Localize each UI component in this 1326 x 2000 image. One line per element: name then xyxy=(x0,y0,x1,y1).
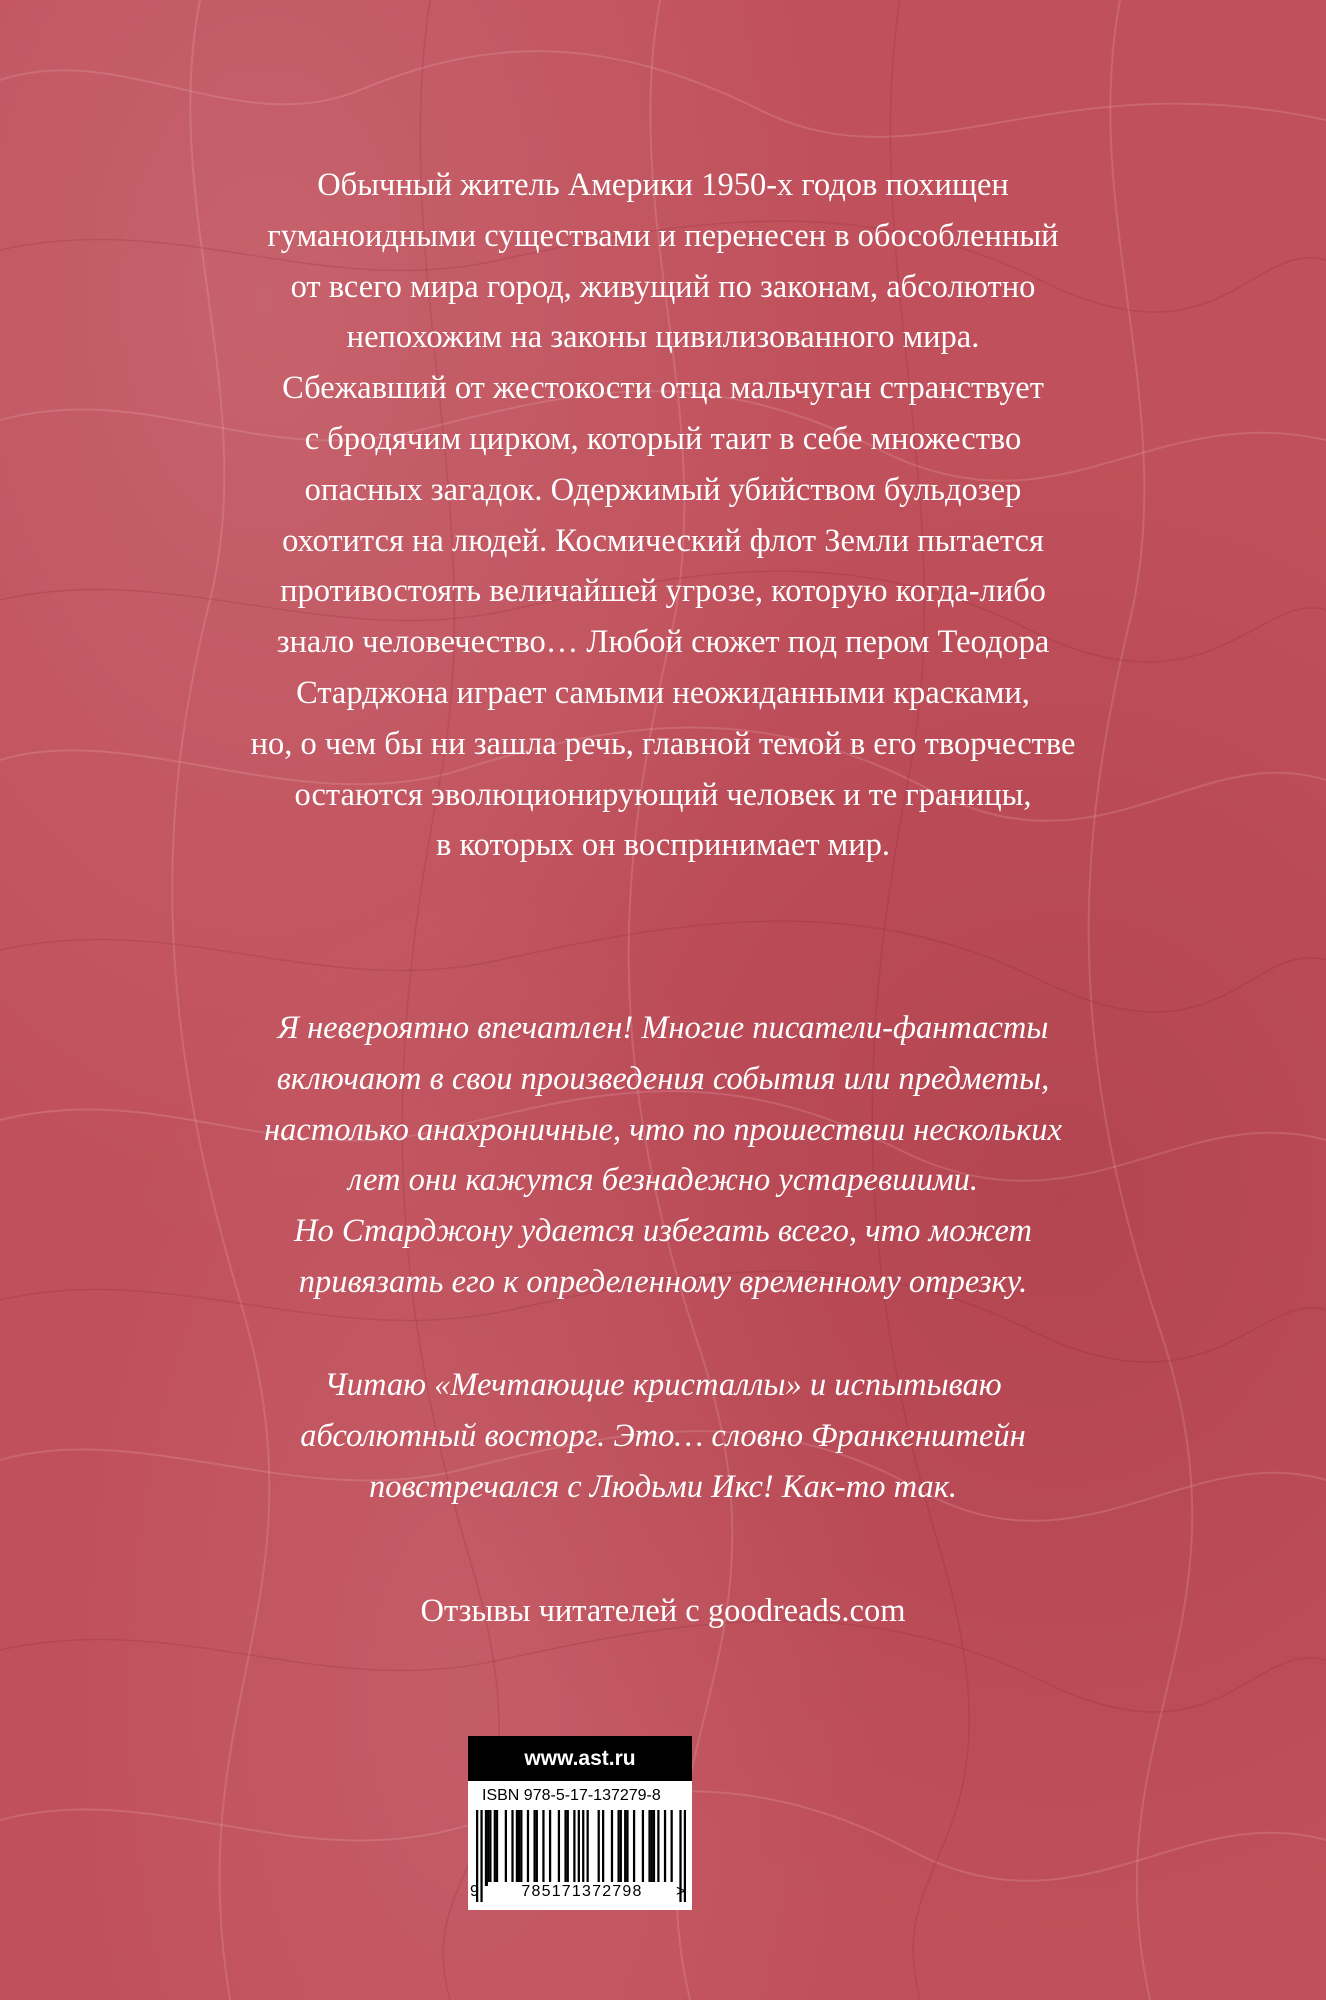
barcode-bar xyxy=(494,1810,496,1886)
barcode-bar xyxy=(536,1810,538,1886)
barcode-bar xyxy=(485,1810,487,1886)
review-line: привязать его к определенному временному отрезку. xyxy=(298,1263,1028,1300)
barcode-bar xyxy=(542,1810,544,1886)
reader-review-1 xyxy=(100,1003,1226,1308)
barcode-bar xyxy=(558,1810,560,1886)
description-line: Сбежавший от жестокости отца мальчуган странствует xyxy=(282,370,1044,407)
barcode-bar xyxy=(617,1810,619,1886)
description-line: в которых он воспринимает мир. xyxy=(436,827,890,864)
publisher-website: www.ast.ru xyxy=(468,1736,692,1781)
barcode-bar xyxy=(664,1810,666,1886)
barcode-end-mark: > xyxy=(676,1883,686,1900)
book-description xyxy=(100,160,1226,871)
description-line: гуманоидными существами и перенесен в обособленный xyxy=(267,217,1059,254)
description-line: Обычный житель Америки 1950-х годов похищен xyxy=(317,167,1009,203)
barcode-bar xyxy=(651,1810,653,1886)
barcode-bar xyxy=(671,1810,673,1886)
isbn-barcode-panel xyxy=(468,1736,692,1910)
isbn-number: ISBN 978-5-17-137279-8 xyxy=(482,1787,661,1804)
barcode-bar xyxy=(587,1810,589,1886)
barcode-digits: 785171372798 xyxy=(488,1882,676,1902)
barcode-bar xyxy=(567,1810,569,1886)
barcode-bar xyxy=(549,1810,551,1886)
barcode-bar xyxy=(626,1810,628,1886)
review-line: лет они кажутся безнадежно устаревшими. xyxy=(348,1162,978,1199)
reviews-source xyxy=(100,1586,1226,1637)
barcode-bar xyxy=(533,1810,535,1886)
reviews-source-text: Отзывы читателей с goodreads.com xyxy=(420,1593,906,1629)
description-line: но, о чем бы ни зашла речь, главной темой в его творчестве xyxy=(250,725,1076,762)
description-line: с бродячим цирком, который таит в себе множество xyxy=(304,420,1022,457)
description-line: Старджона играет самыми неожиданными красками, xyxy=(296,674,1030,711)
description-line: охотится на людей. Космический флот Земли пытается xyxy=(282,522,1044,559)
barcode-bar xyxy=(496,1810,498,1886)
barcode-bar xyxy=(624,1810,626,1886)
barcode-lead-digit: 9 xyxy=(470,1883,479,1900)
barcode-bar xyxy=(657,1810,659,1886)
description-line: непохожим на законы цивилизованного мира. xyxy=(346,319,980,356)
barcode-bar xyxy=(527,1810,529,1886)
review-line: включают в свои произведения события или предметы, xyxy=(276,1060,1050,1097)
description-line: остаются эволюционирующий человек и те границы, xyxy=(294,776,1032,813)
barcode-bar xyxy=(573,1810,575,1886)
barcode-bar xyxy=(620,1810,622,1886)
review-line: повстречался с Людьми Икс! Как-то так. xyxy=(368,1468,958,1505)
description-line: от всего мира город, живущий по законам, абсолютно xyxy=(290,268,1036,305)
barcode-bar xyxy=(520,1810,522,1886)
description-line: знало человечество… Любой сюжет под пером Теодора xyxy=(276,624,1050,661)
review-line: Я невероятно впечатлен! Многие писатели-фантасты xyxy=(277,1010,1049,1046)
barcode-bar xyxy=(489,1810,491,1886)
description-line: опасных загадок. Одержимый убийством бульдозер xyxy=(304,471,1022,508)
barcode-bar xyxy=(633,1810,635,1886)
barcode-bar xyxy=(642,1810,644,1886)
barcode-bar xyxy=(516,1810,518,1886)
barcode-bar xyxy=(487,1810,489,1886)
barcode-bar xyxy=(602,1810,604,1886)
description-line: противостоять величайшей угрозе, которую когда-либо xyxy=(280,573,1046,610)
reader-review-2 xyxy=(100,1360,1226,1512)
barcode-bar xyxy=(648,1810,650,1886)
barcode-bar xyxy=(653,1810,655,1886)
review-line: абсолютный восторг. Это… словно Франкенштейн xyxy=(300,1417,1026,1454)
barcode-bar xyxy=(611,1810,613,1886)
barcode-bar xyxy=(598,1810,600,1886)
barcode-bar xyxy=(564,1810,566,1886)
review-line: Читаю «Мечтающие кристаллы» и испытываю xyxy=(324,1367,1002,1403)
barcode-bar xyxy=(505,1810,507,1886)
barcode-bar xyxy=(518,1810,520,1886)
review-line: Но Старджону удается избегать всего, что может xyxy=(294,1213,1032,1250)
barcode-bar xyxy=(511,1810,513,1886)
review-line: настолько анахроничные, что по прошествии нескольких xyxy=(264,1111,1062,1148)
